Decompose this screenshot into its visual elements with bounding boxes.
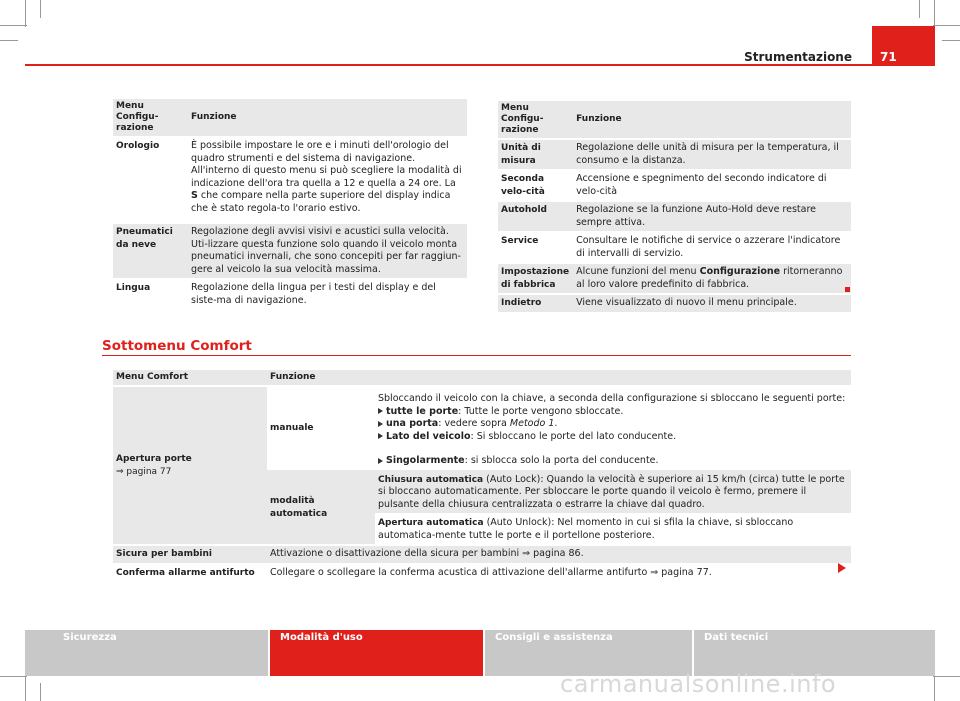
item-key: Singolarmente <box>386 455 465 466</box>
table-header-row <box>113 99 467 137</box>
item-text: (Auto Unlock): Nel momento in cui si sfila la chiave, si sbloccano automatica-mente tutte le porte e il portellone posteriore. <box>378 517 794 541</box>
row-menu: Service <box>498 232 573 263</box>
crop-mark <box>934 0 935 27</box>
crop-mark <box>933 25 960 26</box>
crop-mark <box>919 0 920 18</box>
table-row <box>113 279 467 309</box>
table-row <box>498 294 851 312</box>
row-menu: Unità di misura <box>498 139 573 170</box>
triangle-bullet-icon <box>378 458 383 464</box>
row-text: Regolazione delle unità di misura per la temperatura, il consumo e la distanza. <box>573 139 851 170</box>
item-key: una porta <box>386 418 439 429</box>
table-row <box>113 564 851 582</box>
crop-mark <box>942 40 960 41</box>
footer-tab-modalita-uso[interactable]: Modalità d'uso <box>270 630 483 676</box>
continue-arrow-icon <box>838 563 846 573</box>
crop-mark <box>0 676 27 677</box>
item-key: Apertura automatica <box>378 518 484 528</box>
item-key: tutte le porte <box>386 405 459 417</box>
row-menu: Impostazione di fabbrica <box>498 263 573 294</box>
item-key: Chiusura automatica <box>378 474 484 485</box>
footer-tab-sicurezza[interactable]: Sicurezza <box>25 630 268 676</box>
row-text: Accensione e spegnimento del secondo indicatore di velo-cità <box>573 170 851 201</box>
manuale-text <box>375 386 851 471</box>
table-row <box>498 139 851 170</box>
watermark: carmanualsonline.info <box>560 670 837 698</box>
row-text: Consultare le notifiche di service o azzerare l'indicatore di intervalli di servizio. <box>573 232 851 263</box>
row-text: Regolazione della lingua per i testi del display e del siste-ma di navigazione. <box>191 282 436 306</box>
item-text: : Tutte le porte vengono sbloccate. <box>458 405 624 417</box>
triangle-bullet-icon <box>378 421 383 427</box>
comfort-table <box>113 370 851 581</box>
sicura-text: Attivazione o disattivazione della sicura per bambini ⇒ pagina 86. <box>267 545 851 564</box>
apertura-automatica-text <box>375 514 851 545</box>
section-rule <box>102 355 851 356</box>
item-italic: Metodo 1 <box>509 418 555 429</box>
crop-mark <box>0 25 27 26</box>
crop-mark <box>40 683 41 701</box>
header-rule <box>25 64 935 66</box>
chiusura-automatica-text <box>375 471 851 515</box>
row-text <box>573 263 851 294</box>
list-item <box>378 455 847 468</box>
apertura-porte-label: Apertura porte <box>116 454 192 464</box>
crop-mark <box>40 0 41 18</box>
item-text: : Si sbloccano le porte del lato conducente. <box>470 430 677 442</box>
table-row <box>498 170 851 201</box>
row-menu: Indietro <box>501 298 542 308</box>
row-text-part: È possibile impostare le ore e i minuti dell'orologio del quadro strumenti e del sistema di navigazione. All'interno di questo menu si può scegliere la modalità di indicazione dell'ora tra quella a 12 e quella a 24 ore. La <box>191 140 462 189</box>
list-item <box>378 431 847 444</box>
row-text-key: Configurazione <box>699 266 781 277</box>
header-funzione: Funzione <box>188 99 467 137</box>
sicura-label: Sicura per bambini <box>113 545 267 564</box>
header-menu: Menu Configu-razione <box>498 101 573 139</box>
manuale-label: manuale <box>267 386 375 471</box>
section-end-marker-icon <box>845 287 850 292</box>
row-text-part: ritorneranno al loro valore predefinito di fabbrica. <box>576 266 843 290</box>
table-row <box>498 201 851 232</box>
list-item <box>378 418 847 431</box>
table-row <box>113 223 467 279</box>
header-menu: Menu Configu-razione <box>113 99 188 137</box>
row-text-part: Alcune funzioni del menu <box>576 266 697 277</box>
row-text-key: S <box>191 190 198 201</box>
table-row <box>113 545 851 564</box>
right-config-table <box>498 101 851 312</box>
table-header-row <box>498 101 851 139</box>
list-item <box>378 406 847 419</box>
item-end: . <box>554 418 558 429</box>
footer-tab-consigli[interactable]: Consigli e assistenza <box>485 630 692 676</box>
footer-tab-dati-tecnici[interactable]: Dati tecnici <box>694 630 935 676</box>
crop-mark <box>933 676 960 677</box>
page-number: 71 <box>880 50 897 64</box>
header-funzione: Funzione <box>573 101 851 139</box>
crop-mark <box>934 674 935 701</box>
row-menu: Lingua <box>116 283 151 293</box>
item-key: Lato del veicolo <box>386 430 471 442</box>
table-row <box>498 232 851 263</box>
item-text: (Auto Lock): Quando la velocità è superiore ai 15 km/h (circa) tutte le porte si bloccano automaticamente. Per sbloccare le porte quando il veicolo è fermo, premere il pulsante della chiusura centralizzata o estrarre la chiave dal quadro. <box>378 473 845 510</box>
left-config-table <box>113 99 467 309</box>
crop-mark <box>25 0 26 27</box>
table-row <box>113 386 851 471</box>
crop-mark <box>0 40 18 41</box>
section-title: Sottomenu Comfort <box>102 338 252 354</box>
row-text: Regolazione degli avvisi visivi e acustici sulla velocità. Uti-lizzare questa funzione solo quando il veicolo monta pneumatici invernali, che sono concepiti per far raggiun-gere al veicolo la sua velocità massima. <box>188 223 467 279</box>
row-menu: Seconda velo-cità <box>498 170 573 201</box>
row-text-part: che compare nella parte superiore del display indica che è stato regola-to l'orario estivo. <box>191 190 451 214</box>
automatica-label: modalità automatica <box>267 471 375 546</box>
row-text: Viene visualizzato di nuovo il menu principale. <box>576 297 797 308</box>
row-menu: Pneumatici da neve <box>113 223 188 279</box>
table-row <box>113 137 467 223</box>
item-text: : vedere sopra <box>438 418 507 429</box>
apertura-porte-ref: ⇒ pagina 77 <box>116 466 172 477</box>
table-header-row <box>113 370 851 386</box>
manuale-intro: Sbloccando il veicolo con la chiave, a seconda della configurazione si sbloccano le seguenti porte: <box>378 393 846 404</box>
page-title: Strumentazione <box>744 50 852 64</box>
header-menu-comfort: Menu Comfort <box>113 370 267 386</box>
triangle-bullet-icon <box>378 408 383 414</box>
row-menu: Orologio <box>113 137 188 223</box>
row-menu: Autohold <box>498 201 573 232</box>
triangle-bullet-icon <box>378 433 383 439</box>
header-funzione: Funzione <box>267 370 851 386</box>
crop-mark <box>25 674 26 701</box>
apertura-porte-cell <box>113 386 267 545</box>
table-row <box>498 263 851 294</box>
row-text <box>188 137 467 223</box>
row-text: Regolazione se la funzione Auto-Hold deve restare sempre attiva. <box>573 201 851 232</box>
item-text: : si sblocca solo la porta del conducente. <box>464 455 659 466</box>
allarme-text: Collegare o scollegare la conferma acustica di attivazione dell'allarme antifurto ⇒ pagina 77. <box>270 566 712 578</box>
allarme-label: Conferma allarme antifurto <box>116 567 255 578</box>
